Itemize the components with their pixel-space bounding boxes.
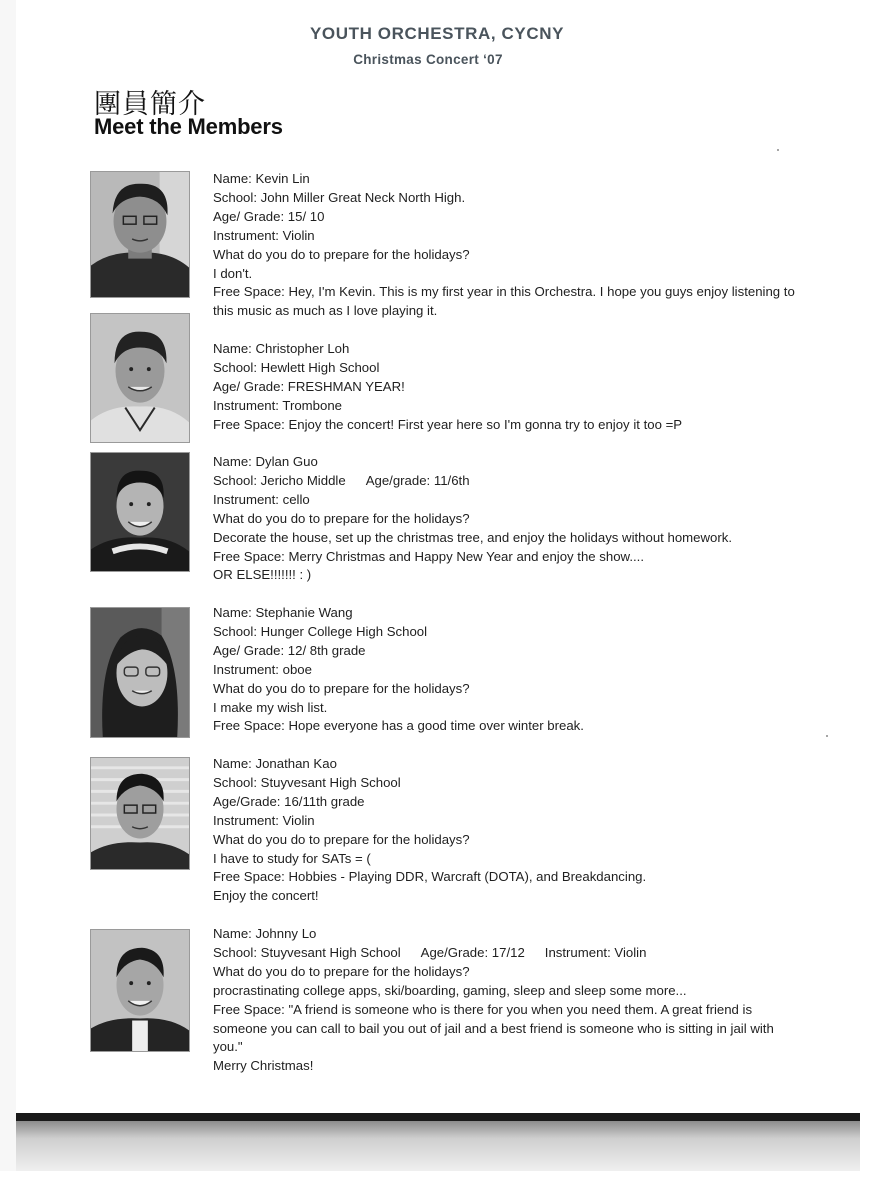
member-holiday-question: What do you do to prepare for the holidays? [213, 246, 470, 262]
member-holiday-question: What do you do to prepare for the holidays? [213, 963, 470, 979]
member-photo-christopher-loh [90, 313, 190, 443]
member-instrument: Instrument: Trombone [213, 397, 343, 413]
member-name: Name: Stephanie Wang [213, 605, 353, 620]
member-school-age-row [213, 472, 813, 491]
member-age-grade: Age/ Grade: FRESHMAN YEAR! [213, 378, 405, 394]
member-extra-note: OR ELSE!!!!!!! : ) [213, 567, 312, 583]
member-photo-johnny-lo [90, 929, 190, 1052]
scan-speck [777, 149, 779, 151]
member-instrument: Instrument: Violin [213, 227, 315, 243]
member-bio-jonathan-kao [213, 755, 813, 906]
orchestra-title: YOUTH ORCHESTRA, CYCNY [309, 24, 565, 43]
member-name: Name: Christopher Loh [213, 341, 350, 356]
member-instrument: Instrument: Violin [544, 944, 647, 960]
member-instrument: Instrument: cello [213, 491, 310, 507]
concert-subtitle: Christmas Concert ‘07 [353, 52, 503, 67]
member-free-space: Free Space: "A friend is someone who is there for you when you need them. A great friend is someone you can call to bail you out of jail and a best friend is someone who is sitting in jail with you." [213, 1001, 774, 1055]
portrait-icon [91, 314, 189, 442]
scan-bottom-bar [16, 1113, 860, 1121]
portrait-icon [91, 608, 189, 737]
portrait-icon [91, 758, 189, 869]
member-extra-note: Merry Christmas! [213, 1058, 314, 1074]
scan-speck [826, 735, 828, 737]
member-age-grade: Age/ Grade: 15/ 10 [213, 208, 325, 224]
scan-bottom-margin [0, 1171, 874, 1202]
scan-edge [0, 0, 16, 1202]
member-holiday-answer: I have to study for SATs = ( [213, 850, 371, 866]
member-photo-jonathan-kao [90, 757, 190, 870]
member-free-space: Free Space: Enjoy the concert! First year here so I'm gonna try to enjoy it too =P [213, 416, 683, 432]
portrait-icon [91, 930, 189, 1051]
member-name: Name: Johnny Lo [213, 926, 317, 941]
member-instrument: Instrument: Violin [213, 812, 315, 828]
member-photo-dylan-guo [90, 452, 190, 572]
section-title-english: Meet the Members [94, 114, 283, 139]
member-age-grade: Age/Grade: 17/12 [420, 944, 525, 960]
member-school: School: Stuyvesant High School [213, 944, 401, 960]
member-school: School: Jericho Middle [213, 472, 346, 488]
member-school: School: Hunger College High School [213, 623, 428, 639]
member-photo-stephanie-wang [90, 607, 190, 738]
member-age-grade: Age/Grade: 16/11th grade [213, 793, 365, 809]
member-holiday-question: What do you do to prepare for the holidays? [213, 510, 470, 526]
member-holiday-question: What do you do to prepare for the holidays? [213, 831, 470, 847]
member-bio-christopher-loh [213, 340, 813, 435]
member-photo-kevin-lin [90, 171, 190, 298]
member-school: School: Hewlett High School [213, 359, 380, 375]
member-name: Name: Dylan Guo [213, 454, 318, 469]
member-holiday-answer: Decorate the house, set up the christmas tree, and enjoy the holidays without homework. [213, 529, 732, 545]
member-bio-johnny-lo [213, 925, 813, 1076]
member-age-grade: Age/grade: 11/6th [365, 472, 470, 488]
member-name: Name: Jonathan Kao [213, 756, 337, 771]
portrait-icon [91, 172, 189, 297]
member-free-space: Free Space: Merry Christmas and Happy New Year and enjoy the show.... [213, 548, 645, 564]
member-school: School: John Miller Great Neck North High. [213, 189, 466, 205]
member-free-space: Free Space: Hobbies - Playing DDR, Warcraft (DOTA), and Breakdancing. [213, 869, 647, 885]
member-holiday-answer: I don't. [213, 265, 253, 281]
member-age-grade: Age/ Grade: 12/ 8th grade [213, 642, 366, 658]
member-school-age-instrument-row [213, 944, 813, 963]
member-bio-dylan-guo [213, 453, 813, 585]
member-free-space: Free Space: Hope everyone has a good time over winter break. [213, 718, 584, 734]
scan-bottom-shadow [16, 1121, 860, 1171]
member-holiday-question: What do you do to prepare for the holidays? [213, 680, 470, 696]
member-extra-note: Enjoy the concert! [213, 888, 319, 904]
member-school: School: Stuyvesant High School [213, 774, 401, 790]
member-free-space: Free Space: Hey, I'm Kevin. This is my first year in this Orchestra. I hope you guys enjoy listening to this music as much as I love playing it. [213, 284, 795, 319]
member-bio-kevin-lin [213, 170, 813, 321]
portrait-icon [91, 453, 189, 571]
member-instrument: Instrument: oboe [213, 661, 312, 677]
member-holiday-answer: procrastinating college apps, ski/boarding, gaming, sleep and sleep some more... [213, 982, 687, 998]
member-bio-stephanie-wang [213, 604, 813, 736]
member-name: Name: Kevin Lin [213, 171, 310, 186]
section-title-chinese: 團員簡介 [94, 89, 206, 120]
member-holiday-answer: I make my wish list. [213, 699, 328, 715]
